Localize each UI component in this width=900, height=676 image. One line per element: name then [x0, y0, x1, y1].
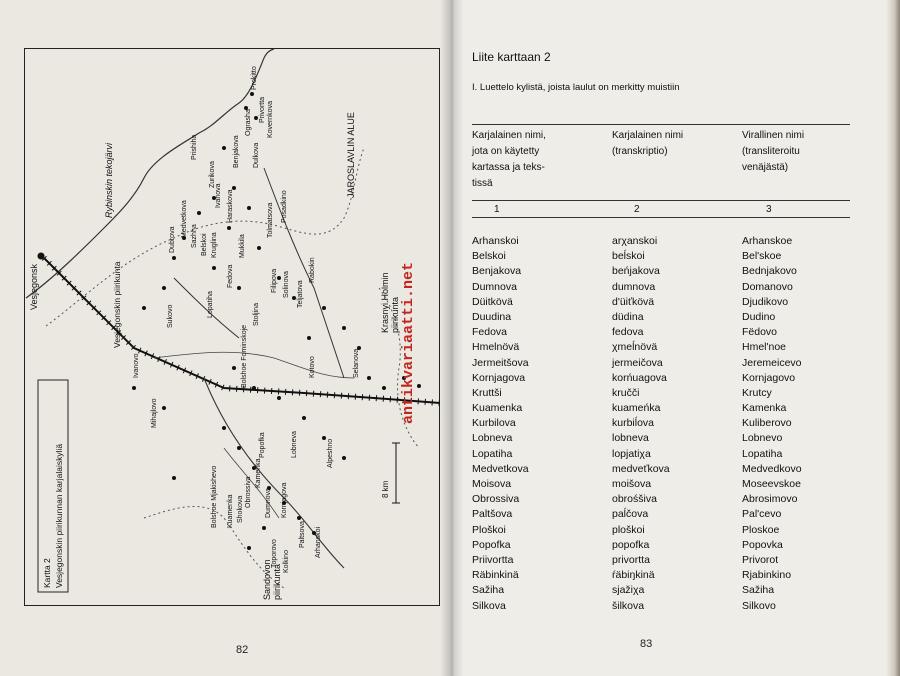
table-cell: Kornjagovo [742, 371, 796, 384]
region-krasnyi-2: piirikunta [390, 296, 400, 333]
column-header-3: Virallinen nimi (transliteroitu venäjästä) [742, 130, 805, 173]
village-label: Kovernkova [267, 101, 274, 138]
village-label: Kuamenka [227, 494, 234, 528]
table-cell: popofka [612, 538, 650, 551]
table-cell: Sažiha [742, 584, 775, 597]
table-cell: Kuamenka [472, 402, 523, 415]
village-label: Lobneva [291, 431, 298, 458]
scale-label: 8 km [381, 480, 390, 498]
village-label: Dumnova [265, 488, 272, 518]
village-label: Solinova [283, 271, 290, 298]
village-labels [133, 66, 360, 573]
page-subtitle: I. Luettelo kylistä, joista laulut on merkitty muistiin [472, 82, 680, 93]
table-cell: kručči [612, 386, 640, 399]
column-number-3: 3 [766, 204, 772, 215]
table-cell: Kuliberovo [742, 417, 792, 430]
table-cell: Lopatiha [472, 447, 513, 460]
region-vesjegonsk: Vesjegonskin piirikunta [112, 261, 122, 348]
book-gutter [440, 0, 464, 676]
table-cell: Dumnova [472, 280, 517, 293]
table-cell: Kamenka [742, 402, 787, 415]
column-official-name [742, 234, 802, 614]
table-cell: privortta [612, 553, 650, 566]
table-cell: Rjabinkino [742, 569, 792, 582]
column-header-1: Karjalainen nimi, jota on käytetty kartassa ja teks- tissä [472, 130, 546, 189]
village-label: Ivanovo [133, 353, 140, 378]
page-title: Liite karttaan 2 [472, 50, 551, 64]
table-cell: Lobneva [472, 432, 513, 445]
table-cell: Bednjakovo [742, 265, 797, 278]
table-cell: Düitkövä [472, 295, 513, 308]
table-cell: Medvedkovo [742, 462, 802, 475]
village-label: Bolshoe Mjakishevo [211, 465, 218, 528]
table-cell: ŕäbiŋkinä [612, 569, 655, 582]
table-cell: Privorot [742, 553, 779, 566]
region-reservoir: Rybinskin tekojärvi [104, 142, 114, 218]
village-label: Lopatiha [207, 291, 214, 318]
table-cell: kurbiĺova [612, 417, 655, 430]
table-cell: kuameńka [612, 402, 661, 415]
header-rule [472, 200, 850, 201]
table-top-rule [472, 124, 850, 125]
village-label: Obrossiva [245, 476, 252, 508]
caption-line-1: Kartta 2 [42, 558, 52, 588]
village-label: Prishiha [191, 134, 198, 160]
region-sandovo-1: Sandovon [262, 559, 272, 600]
village-label: Benjakova [233, 135, 240, 168]
village-label: Paltsova [299, 521, 306, 548]
village-label: Kolkino [283, 550, 290, 573]
column-transcription [612, 234, 670, 614]
table-cell: Kruttši [472, 386, 502, 399]
page-edge [886, 0, 900, 676]
table-cell: Jeremeicevo [742, 356, 802, 369]
column-number-2: 2 [634, 204, 640, 215]
village-label: Stoljina [253, 303, 260, 326]
table-cell: Ploskoe [742, 523, 780, 536]
village-label: Posadkino [281, 190, 288, 223]
table-cell: moišova [612, 478, 652, 490]
table-cell: dumnova [612, 280, 656, 293]
village-label: Rabokin [309, 257, 316, 283]
village-map [24, 48, 440, 606]
table-cell: fedova [612, 326, 644, 339]
village-label: Teljatova [297, 280, 304, 308]
table-cell: beńjakova [612, 265, 660, 278]
table-cell: Kurbilova [472, 417, 516, 430]
table-cell: jermeičova [612, 356, 663, 369]
number-rule [472, 217, 850, 218]
table-cell: Silkova [472, 599, 506, 612]
reservoir-shore [26, 49, 274, 298]
table-cell: Ploškoi [472, 523, 506, 536]
village-label: Tolmatsova [267, 202, 274, 238]
village-label: Mukkila [239, 234, 246, 258]
village-label: Medvetkova [181, 200, 188, 238]
village-label: Haraskova [227, 189, 234, 223]
table-cell: Krutcy [742, 386, 772, 399]
watermark-text: antikvariaatti.net [400, 261, 417, 424]
column-header-2: Karjalainen nimi (transkriptio) [612, 130, 684, 157]
table-cell: Popovka [742, 538, 783, 551]
village-label: Zurikova [209, 161, 216, 188]
table-cell: Arhanskoe [742, 235, 793, 247]
table-cell: beĺskoi [612, 250, 645, 263]
village-label: Privortta [259, 96, 266, 123]
caption-line-2: Vesjegonskin piirikunnan karjalaiskyliä [54, 443, 64, 588]
table-cell: Dudino [742, 310, 776, 323]
table-cell: Fedova [472, 326, 508, 339]
village-label: Fedova [227, 264, 234, 288]
village-dots [38, 92, 422, 550]
table-cell: Obrossiva [472, 493, 520, 506]
table-cell: Fëdovo [742, 326, 778, 339]
region-krasnyi-1: Krasnyi Holmin [380, 272, 390, 333]
table-cell: paĺčova [612, 508, 649, 521]
table-cell: Pal'cevo [742, 508, 782, 521]
table-cell: Lopatiha [742, 447, 783, 460]
village-label: Sazhha [191, 224, 198, 248]
village-label: Shokova [237, 495, 244, 523]
village-label: Dubrova [169, 226, 176, 253]
village-label: Kamenka [255, 458, 262, 488]
table-cell: Räbinkinä [472, 569, 519, 582]
village-label: Dulkova [253, 142, 260, 168]
table-cell: Benjakova [472, 265, 522, 278]
table-cell: Lobnevo [742, 432, 783, 445]
table-cell: Paltšova [472, 508, 513, 521]
village-label: Mihajlovo [151, 398, 158, 428]
village-label: Prokitto [251, 66, 258, 90]
column-karelian-name [472, 234, 529, 614]
village-label: Kotovo [309, 356, 316, 378]
region-sandovo-2: piirikunta [272, 563, 282, 600]
village-label: Alpeshno [327, 438, 334, 468]
village-label: Popofka [259, 432, 266, 458]
table-cell: Moisova [472, 478, 512, 490]
table-cell: Abrosimovo [742, 493, 798, 506]
village-label: Kruglina [211, 232, 218, 258]
table-cell: Domanovo [742, 280, 793, 293]
watermark [394, 256, 420, 426]
village-label: Ivanova [215, 183, 222, 208]
village-label: Arhanskoi [315, 526, 322, 558]
table-cell: Jermeitšova [472, 356, 529, 369]
table-cell: Priivortta [472, 553, 514, 566]
table-cell: Djudikovo [742, 295, 789, 308]
table-cell: Belskoi [472, 250, 506, 263]
page-number-right: 83 [640, 638, 653, 650]
table-cell: arχanskoi [612, 235, 658, 247]
table-cell: šilkova [612, 599, 645, 612]
village-label: Sukovo [167, 304, 174, 328]
table-cell: Hmel'noe [742, 341, 787, 354]
column-number-1: 1 [494, 204, 500, 215]
table-cell: Silkovo [742, 599, 776, 612]
table-cell: medveťkova [612, 462, 670, 475]
table-cell: obrośšiva [612, 493, 657, 506]
table-cell: lopjatiχa [612, 447, 651, 460]
town-label: Vesjegonsk [29, 263, 39, 310]
table-cell: Kornjagova [472, 371, 526, 384]
village-label: Filipova [271, 268, 278, 293]
table-cell: Arhanskoi [472, 235, 519, 247]
village-label: Bolshoe Fominskoje [241, 324, 248, 388]
table-cell: lobneva [612, 432, 649, 445]
village-label: Kornjagova [281, 482, 288, 518]
table-cell: d'üiťkövä [612, 295, 655, 308]
town-dot [38, 253, 45, 260]
table-cell: düdina [612, 310, 644, 323]
table-cell: ploškoi [612, 523, 645, 536]
village-label: Belskoi [201, 233, 208, 256]
table-cell: Popofka [472, 538, 511, 551]
table-cell: Duudina [472, 310, 512, 323]
table-cell: Bel'skoe [742, 250, 782, 263]
table-cell: Hmelnövä [472, 341, 520, 354]
village-label: Toporovo [271, 539, 278, 568]
table-cell: Sažiha [472, 584, 505, 597]
village-label: Selanova [353, 348, 360, 378]
road-1 [154, 352, 354, 378]
table-cell: Moseevskoe [742, 478, 801, 490]
village-label: Ograsha [245, 109, 252, 136]
page-number-left: 82 [236, 644, 249, 656]
table-cell: Medvetkova [472, 462, 529, 475]
table-cell: χmeĺnövä [612, 341, 658, 354]
table-cell: korńuagova [612, 371, 667, 384]
table-cell: sjažiχa [612, 584, 645, 597]
region-jaroslavl: JAROSLAVLIN ALUE [346, 112, 356, 198]
